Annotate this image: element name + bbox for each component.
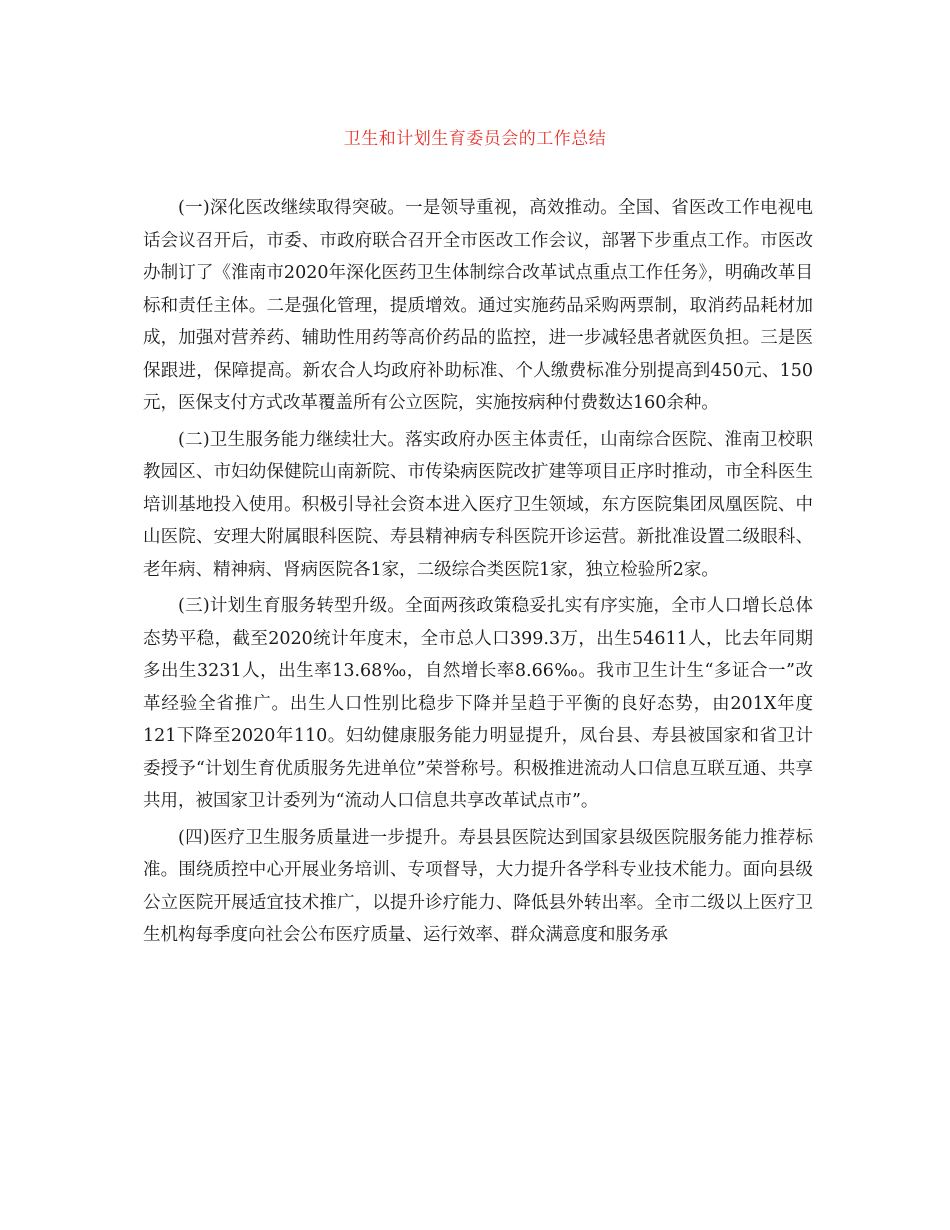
document-title: 卫生和计划生育委员会的工作总结 [343, 129, 607, 149]
paragraph-1: (一)深化医改继续取得突破。一是领导重视，高效推动。全国、省医改工作电视电话会议召开后，市委、市政府联合召开全市医改工作会议，部署下步重点工作。市医改办制订了《淮南市2020年深化医药卫生体制综合改革试点重点工作任务》，明确改革目标和责任主体。二是强化管理，提质增效。通过实施药品采购两票制，取消药品耗材加成，加强对营养药、辅助性用药等高价药品的监控，进一步减轻患者就医负担。三是医保跟进，保障提高。新农合人均政府补助标准、个人缴费标准分别提高到450元、150元，医保支付方式改革覆盖所有公立医院，实施按病种付费数达160余种。 [143, 198, 813, 413]
paragraph-3: (三)计划生育服务转型升级。全面两孩政策稳妥扎实有序实施，全市人口增长总体态势平稳，截至2020统计年度末，全市总人口399.3万，出生54611人，比去年同期多出生3231人，出生率13.68‰，自然增长率8.66‰。我市卫生计生“多证合一”改革经验全省推广。出生人口性别比稳步下降并呈趋于平衡的良好态势，由201X年度121下降至2020年110。妇幼健康服务能力明显提升，凤台县、寿县被国家和省卫计委授予“计划生育优质服务先进单位”荣誉称号。积极推进流动人口信息互联互通、共享共用，被国家卫计委列为“流动人口信息共享改革试点市”。 [143, 596, 813, 811]
document-body [143, 192, 813, 952]
paragraph-2: (二)卫生服务能力继续壮大。落实政府办医主体责任，山南综合医院、淮南卫校职教园区、市妇幼保健院山南新院、市传染病医院改扩建等项目正序时推动，市全科医生培训基地投入使用。积极引导社会资本进入医疗卫生领域，东方医院集团凤凰医院、中山医院、安理大附属眼科医院、寿县精神病专科医院开诊运营。新批准设置二级眼科、老年病、精神病、肾病医院各1家，二级综合类医院1家，独立检验所2家。 [143, 429, 813, 580]
paragraph-4: (四)医疗卫生服务质量进一步提升。寿县县医院达到国家县级医院服务能力推荐标准。围绕质控中心开展业务培训、专项督导，大力提升各学科专业技术能力。面向县级公立医院开展适宜技术推广，以提升诊疗能力、降低县外转出率。全市二级以上医疗卫生机构每季度向社会公布医疗质量、运行效率、群众满意度和服务承 [143, 827, 813, 945]
